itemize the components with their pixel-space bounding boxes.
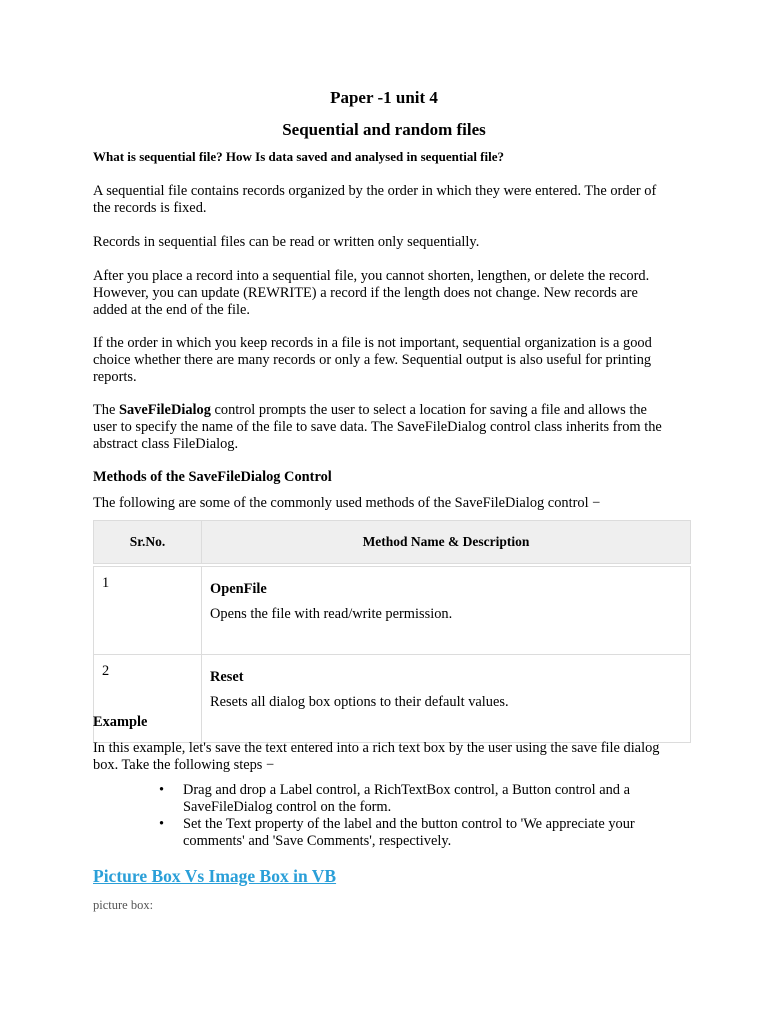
table-header-row [94, 521, 691, 564]
method-description: Resets all dialog box options to their default values. [210, 694, 509, 710]
page-subtitle: Sequential and random files [282, 120, 486, 139]
step-text: Set the Text property of the label and the button control to 'We appreciate your comments' and 'Save Comments', respectively. [183, 816, 635, 849]
table-cell-srno: 2 [94, 655, 202, 743]
methods-table [93, 520, 691, 743]
paragraph-savefiledialog [93, 402, 673, 453]
methods-intro: The following are some of the commonly used methods of the SaveFileDialog control − [93, 495, 601, 511]
methods-heading: Methods of the SaveFileDialog Control [93, 469, 332, 485]
method-name: Reset [210, 669, 244, 685]
table-header-method: Method Name & Description [202, 521, 691, 564]
step-text: Drag and drop a Label control, a RichTextBox control, a Button control and a SaveFileDialog control on the form. [183, 782, 630, 815]
paragraph-sequential-definition: A sequential file contains records organized by the order in which they were entered. The order of the records is fixed. [93, 183, 657, 216]
paragraph-prefix: The [93, 402, 119, 418]
table-row [94, 567, 691, 655]
bullet-icon: • [159, 782, 165, 798]
example-heading: Example [93, 714, 148, 730]
method-description: Opens the file with read/write permission. [210, 606, 453, 622]
table-cell-method [202, 567, 691, 655]
savefiledialog-term: SaveFileDialog [118, 402, 211, 418]
method-name: OpenFile [210, 581, 267, 597]
paragraph-sequential-usage: If the order in which you keep records in a file is not important, sequential organization is a good choice whether there are many records or only a few. Sequential output is also useful for printing reports. [93, 335, 652, 385]
bullet-icon: • [159, 816, 165, 832]
paragraph-suffix: control prompts the user to select a location for saving a file and allows the user to specify the name of the file to save data. The SaveFileDialog control class inherits from the abstract class FileDialog. [93, 402, 662, 452]
paragraph-sequential-access: Records in sequential files can be read or written only sequentially. [93, 234, 480, 250]
page-title: Paper -1 unit 4 [330, 88, 438, 107]
list-item [159, 782, 683, 816]
steps-list [159, 782, 683, 850]
table-row [94, 655, 691, 743]
list-item [159, 816, 683, 850]
picture-box-link[interactable]: Picture Box Vs Image Box in VB [93, 866, 337, 886]
table-cell-srno: 1 [94, 567, 202, 655]
table-header-srno: Sr.No. [94, 521, 202, 564]
example-text: In this example, let's save the text entered into a rich text box by the user using the save file dialog box. Take the following steps − [93, 740, 660, 773]
picture-box-caption: picture box: [93, 898, 154, 912]
paragraph-sequential-update: After you place a record into a sequential file, you cannot shorten, lengthen, or delete the record. However, you can update (REWRITE) a record if the length does not change. New records are added at the end of the file. [93, 268, 650, 318]
question-heading: What is sequential file? How Is data saved and analysed in sequential file? [93, 149, 504, 164]
table-cell-method [202, 655, 691, 743]
